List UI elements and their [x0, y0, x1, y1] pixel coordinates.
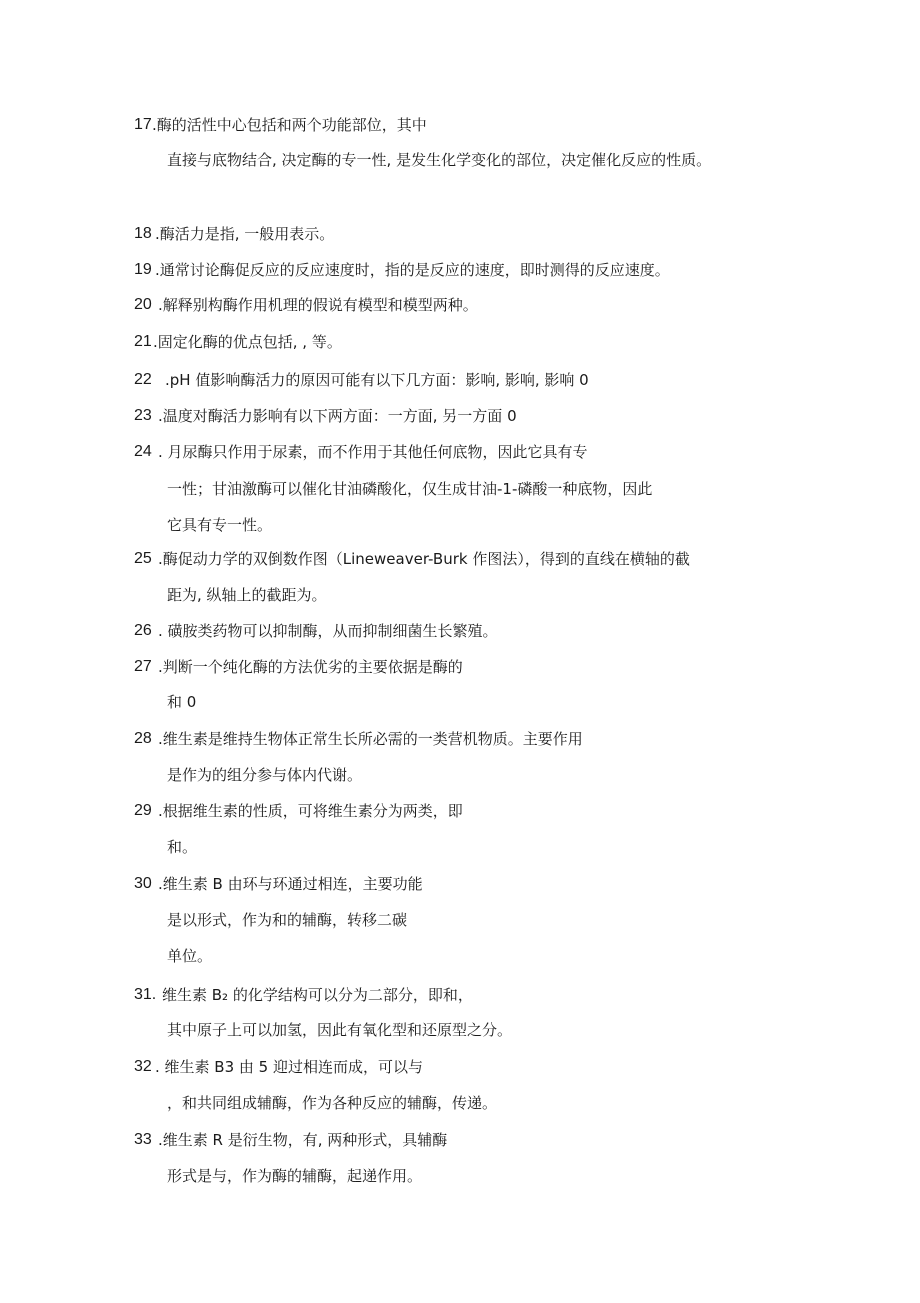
question-number: 28	[134, 730, 152, 747]
question-text: 维生素 B₂ 的化学结构可以分为二部分，即和，	[162, 986, 473, 1004]
question-number: 33	[134, 1131, 152, 1148]
question-number: 24	[134, 443, 152, 460]
question-text: . 月尿酶只作用于尿素，而不作用于其他任何底物，因此它具有专	[158, 443, 588, 461]
question-number: 20	[134, 296, 152, 313]
question-number: 17	[134, 116, 152, 133]
question-number: 32	[134, 1058, 152, 1075]
question-text: .pH 值影响酶活力的原因可能有以下几方面：影响, 影响, 影响 0	[165, 371, 589, 389]
question-text: .维生素 B 由环与环通过相连，主要功能	[158, 875, 423, 893]
question-text: .温度对酶活力影响有以下两方面：一方面, 另一方面 0	[158, 407, 517, 425]
question-text: .酶促动力学的双倒数作图（Lineweaver-Burk 作图法），得到的直线在横轴的截	[158, 550, 690, 568]
question-text: 和 0	[167, 693, 197, 711]
question-number: 29	[134, 802, 152, 819]
question-text: .固定化酶的优点包括, , 等。	[153, 333, 342, 351]
question-text: 是以形式，作为和的辅酶，转移二碳	[167, 911, 408, 929]
question-number: 27	[134, 658, 152, 675]
question-text: 距为, 纵轴上的截距为。	[167, 586, 327, 604]
question-number: 21	[134, 333, 152, 350]
question-text: 形式是与，作为酶的辅酶，起递作用。	[167, 1167, 423, 1185]
question-text: .酶活力是指, 一般用表示。	[155, 225, 335, 243]
question-text: 是作为的组分参与体内代谢。	[167, 766, 363, 784]
question-number: 26	[134, 622, 152, 639]
question-text: .酶的活性中心包括和两个功能部位，其中	[152, 116, 427, 134]
question-text: ，和共同组成辅酶，作为各种反应的辅酶，传递。	[167, 1094, 498, 1112]
question-text: 直接与底物结合, 决定酶的专一性, 是发生化学变化的部位，决定催化反应的性质。	[167, 151, 712, 169]
question-number: 25	[134, 550, 152, 567]
question-number: 31.	[134, 986, 157, 1003]
question-text: . 磺胺类药物可以抑制酶，从而抑制细菌生长繁殖。	[158, 622, 498, 640]
question-text: .维生素是维持生物体正常生长所必需的一类营机物质。主要作用	[158, 730, 583, 748]
question-text: . 维生素 B3 由 5 迎过相连而成，可以与	[155, 1058, 423, 1076]
question-text: .解释别构酶作用机理的假说有模型和模型两种。	[158, 296, 478, 314]
question-number: 18	[134, 225, 152, 242]
question-text: .判断一个纯化酶的方法优劣的主要依据是酶的	[158, 658, 463, 676]
question-text: .维生素 R 是衍生物，有, 两种形式，具辅酶	[158, 1131, 448, 1149]
question-text: 它具有专一性。	[167, 516, 273, 534]
question-text: 和。	[167, 838, 198, 856]
question-number: 23	[134, 407, 152, 424]
question-number: 30	[134, 875, 152, 892]
question-number: 22	[134, 371, 152, 388]
question-text: 单位。	[167, 947, 213, 965]
question-number: 19	[134, 261, 152, 278]
question-text: 其中原子上可以加氢，因此有氧化型和还原型之分。	[167, 1021, 513, 1039]
question-text: .通常讨论酶促反应的反应速度时，指的是反应的速度，即时测得的反应速度。	[155, 261, 670, 279]
question-text: .根据维生素的性质，可将维生素分为两类，即	[158, 802, 463, 820]
question-text: 一性；甘油激酶可以催化甘油磷酸化，仅生成甘油-1-磷酸一种底物，因此	[167, 480, 653, 498]
